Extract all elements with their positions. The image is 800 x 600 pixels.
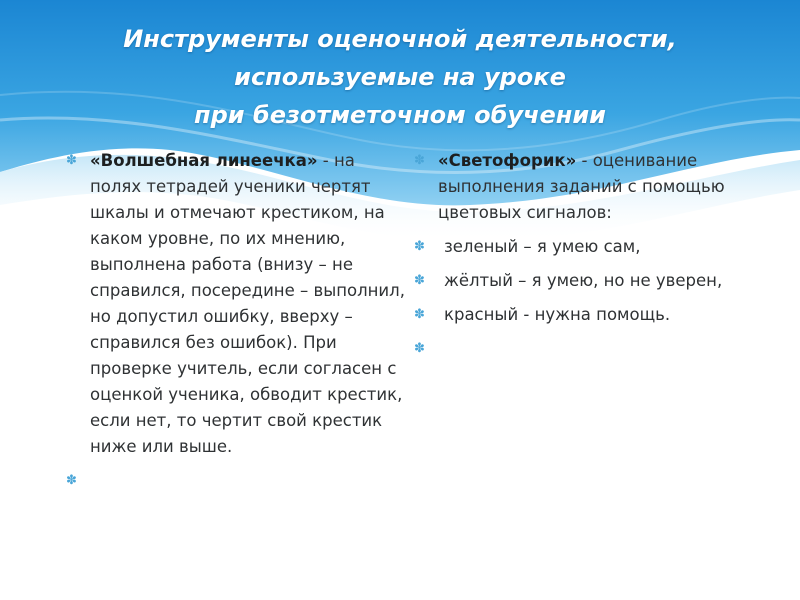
item-title: «Волшебная линеечка» (90, 151, 318, 170)
bullet-icon: ✽ (66, 473, 77, 488)
bullet-icon: ✽ (414, 239, 425, 254)
bullet-icon: ✽ (414, 153, 425, 168)
right-column (414, 148, 750, 356)
item-text: жёлтый – я умею, но не уверен, (444, 271, 723, 290)
item-text: зеленый – я умею сам, (444, 237, 641, 256)
item-text: красный - нужна помощь. (444, 305, 671, 324)
title-line-3: при безотметочном обучении (194, 101, 606, 129)
right-bullet-list (414, 148, 750, 356)
bullet-icon: ✽ (414, 273, 425, 288)
left-column (66, 148, 406, 488)
slide-title (40, 20, 760, 134)
bullet-icon: ✽ (66, 153, 77, 168)
title-line-1: Инструменты оценочной деятельности, (123, 25, 677, 53)
list-item-yellow (414, 268, 750, 294)
item-text: - на полях тетрадей ученики чертят шкалы и отмечают крестиком, на каком уровне, по их мнению, выполнена работа (внизу – не справился, посередине – выполнил, но допустил ошибку, вверху – справился без ошибок). При проверке учитель, если согласен с оценкой ученика, обводит крестик, если нет, то чертит свой крестик ниже или выше. (90, 151, 405, 456)
bullet-icon: ✽ (414, 341, 425, 356)
list-item-magic-ruler (66, 148, 406, 460)
list-item-green (414, 234, 750, 260)
item-title: «Светофорик» (438, 151, 577, 170)
list-item-traffic-light (414, 148, 750, 226)
bullet-icon: ✽ (414, 307, 425, 322)
title-line-2: используемые на уроке (234, 63, 566, 91)
list-item-red (414, 302, 750, 328)
item-text: - оценивание выполнения заданий с помощью цветовых сигналов: (438, 151, 725, 222)
left-bullet-list (66, 148, 406, 488)
